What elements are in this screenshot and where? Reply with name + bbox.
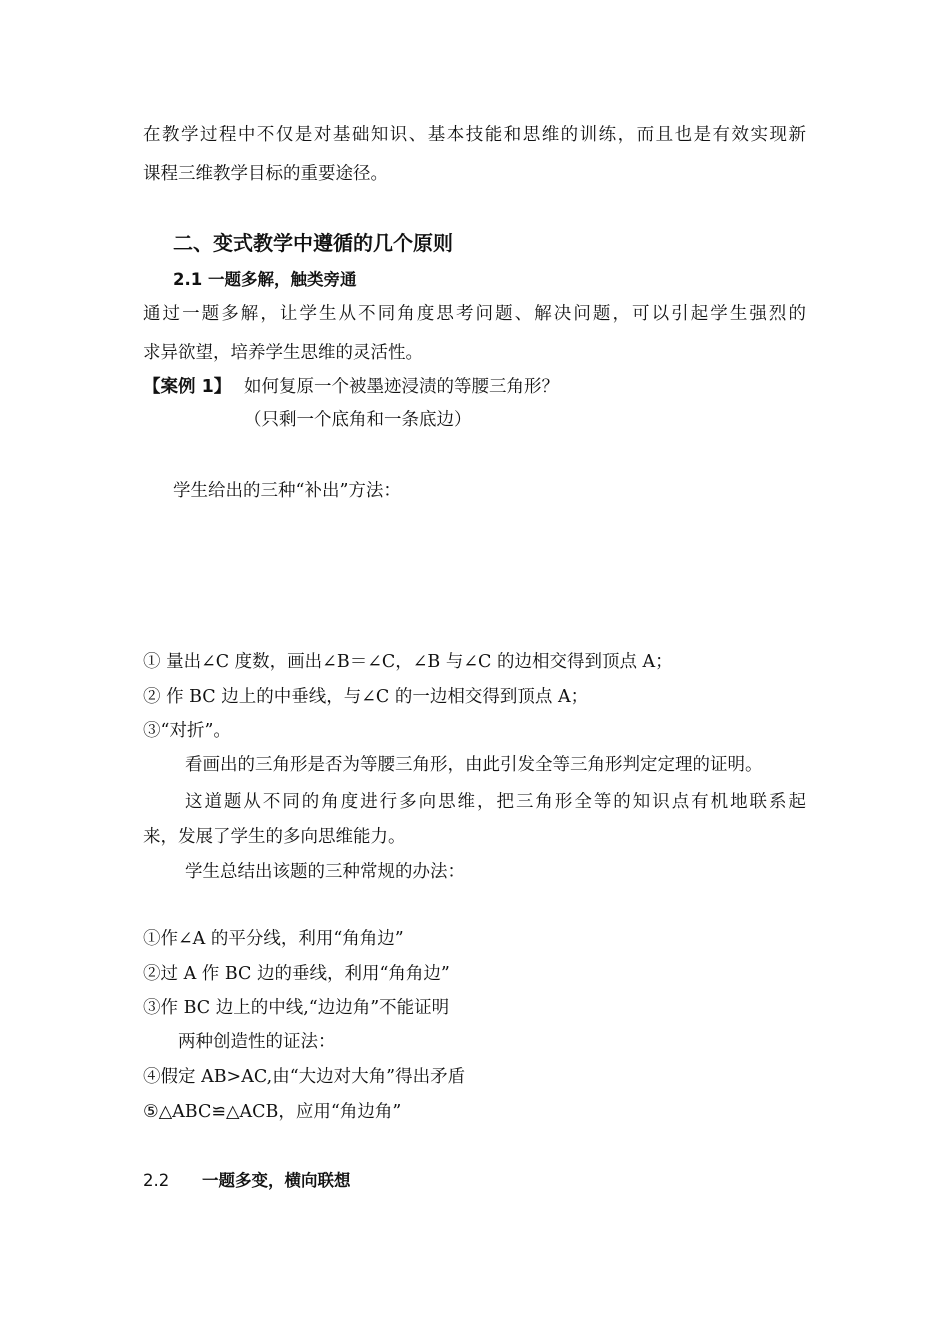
method-1: ① 量出∠C 度数，画出∠B＝∠C，∠B 与∠C 的边相交得到顶点 A；	[143, 652, 673, 672]
case-1-label: 【案例 1】	[143, 377, 232, 397]
section-2-heading: 二、变式教学中遵循的几个原则	[173, 231, 453, 255]
creative-proof-4: ④假定 AB>AC,由“大边对大角”得出矛盾	[143, 1067, 466, 1087]
subsection-2-1-heading: 2.1 一题多解，触类旁通	[173, 270, 357, 289]
subsection-2-2-number: 2.2	[143, 1171, 170, 1190]
case-1-methods-intro: 学生给出的三种“补出”方法：	[173, 481, 401, 501]
subsection-2-2-heading: 一题多变，横向联想	[202, 1171, 351, 1190]
method-3: ③“对折”。	[143, 721, 231, 741]
conventional-method-3: ③作 BC 边上的中线,“边边角”不能证明	[143, 998, 450, 1018]
creative-proofs-intro: 两种创造性的证法：	[178, 1032, 336, 1052]
check-paragraph: 看画出的三角形是否为等腰三角形，由此引发全等三角形判定定理的证明。	[185, 755, 763, 775]
multi-thinking-paragraph-line-2: 来，发展了学生的多向思维能力。	[143, 827, 406, 847]
creative-proof-5: ⑤△ABC≌△ACB，应用“角边角”	[143, 1102, 402, 1122]
subsection-2-1-paragraph-line-1: 通过一题多解，让学生从不同角度思考问题、解决问题，可以引起学生强烈的	[143, 304, 806, 324]
subsection-2-1-paragraph-line-2: 求异欲望，培养学生思维的灵活性。	[143, 343, 423, 363]
case-1-question: 如何复原一个被墨迹浸渍的等腰三角形？	[244, 377, 559, 397]
summary-intro: 学生总结出该题的三种常规的办法：	[185, 862, 465, 882]
method-2: ② 作 BC 边上的中垂线，与∠C 的一边相交得到顶点 A；	[143, 687, 589, 707]
intro-paragraph-line-2: 课程三维教学目标的重要途径。	[143, 164, 388, 184]
conventional-method-2: ②过 A 作 BC 边的垂线，利用“角角边”	[143, 964, 450, 984]
intro-paragraph-line-1: 在教学过程中不仅是对基础知识、基本技能和思维的训练，而且也是有效实现新	[143, 125, 806, 145]
multi-thinking-paragraph-line-1: 这道题从不同的角度进行多向思维，把三角形全等的知识点有机地联系起	[185, 792, 806, 812]
case-1-note: （只剩一个底角和一条底边）	[244, 410, 472, 430]
conventional-method-1: ①作∠A 的平分线，利用“角角边”	[143, 929, 404, 949]
